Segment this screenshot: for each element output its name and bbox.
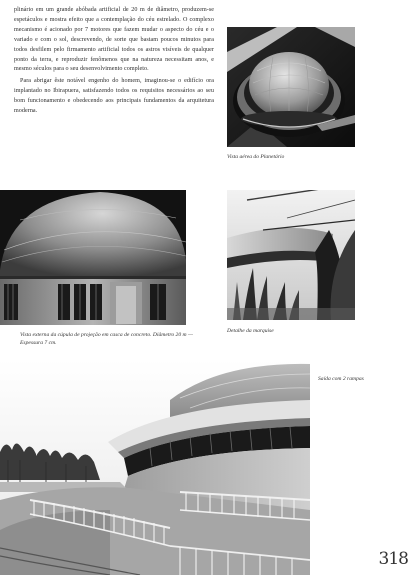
article-paragraph-1: plinário em um grande abóbada artificial de 20 m de diâmetro, produzem-se espetáculos e mostra efeito que a contemplação do céu estrelado. O complexo mecanismo é acionado por 7 motores que fazem mudar o aspecto do céu e o variado e com o sol, descrevendo, de sorte que bastam poucos minutos para todos desfilem pelo firmamento artificial todos os astros visíveis de qualquer ponto da terra, e reproduzir fenômenos que na natureza necessitam anos, e mesmo séculos para o seu desenvolvimento completo. bbox=[14, 7, 214, 73]
canopy-caption: Detalhe da marquise bbox=[227, 328, 274, 334]
article-paragraph-2: Para abrigar êste notável engenho do homem, imaginou-se o edifício ora implantado no Ibirapuera, satisfazendo todos os requisitos necessários ao seu bom funcionamento e obedecendo aos principais fundamentos da arquitetura moderna. bbox=[14, 78, 214, 115]
article-text bbox=[14, 6, 214, 117]
exit-ramps-photo bbox=[0, 360, 310, 575]
exit-caption: Saída com 2 rampas bbox=[318, 376, 364, 382]
aerial-view-photo bbox=[227, 27, 355, 147]
aerial-caption: Vista aérea do Planetário bbox=[227, 154, 285, 160]
canopy-detail-photo bbox=[227, 190, 355, 320]
dome-caption: Vista externa da cúpula de projeção em casca de concreto. Diâmetro 20 m — Espessura 7 cm. bbox=[20, 332, 193, 346]
dome-exterior-photo bbox=[0, 190, 186, 325]
page-number: 318 bbox=[378, 549, 408, 569]
